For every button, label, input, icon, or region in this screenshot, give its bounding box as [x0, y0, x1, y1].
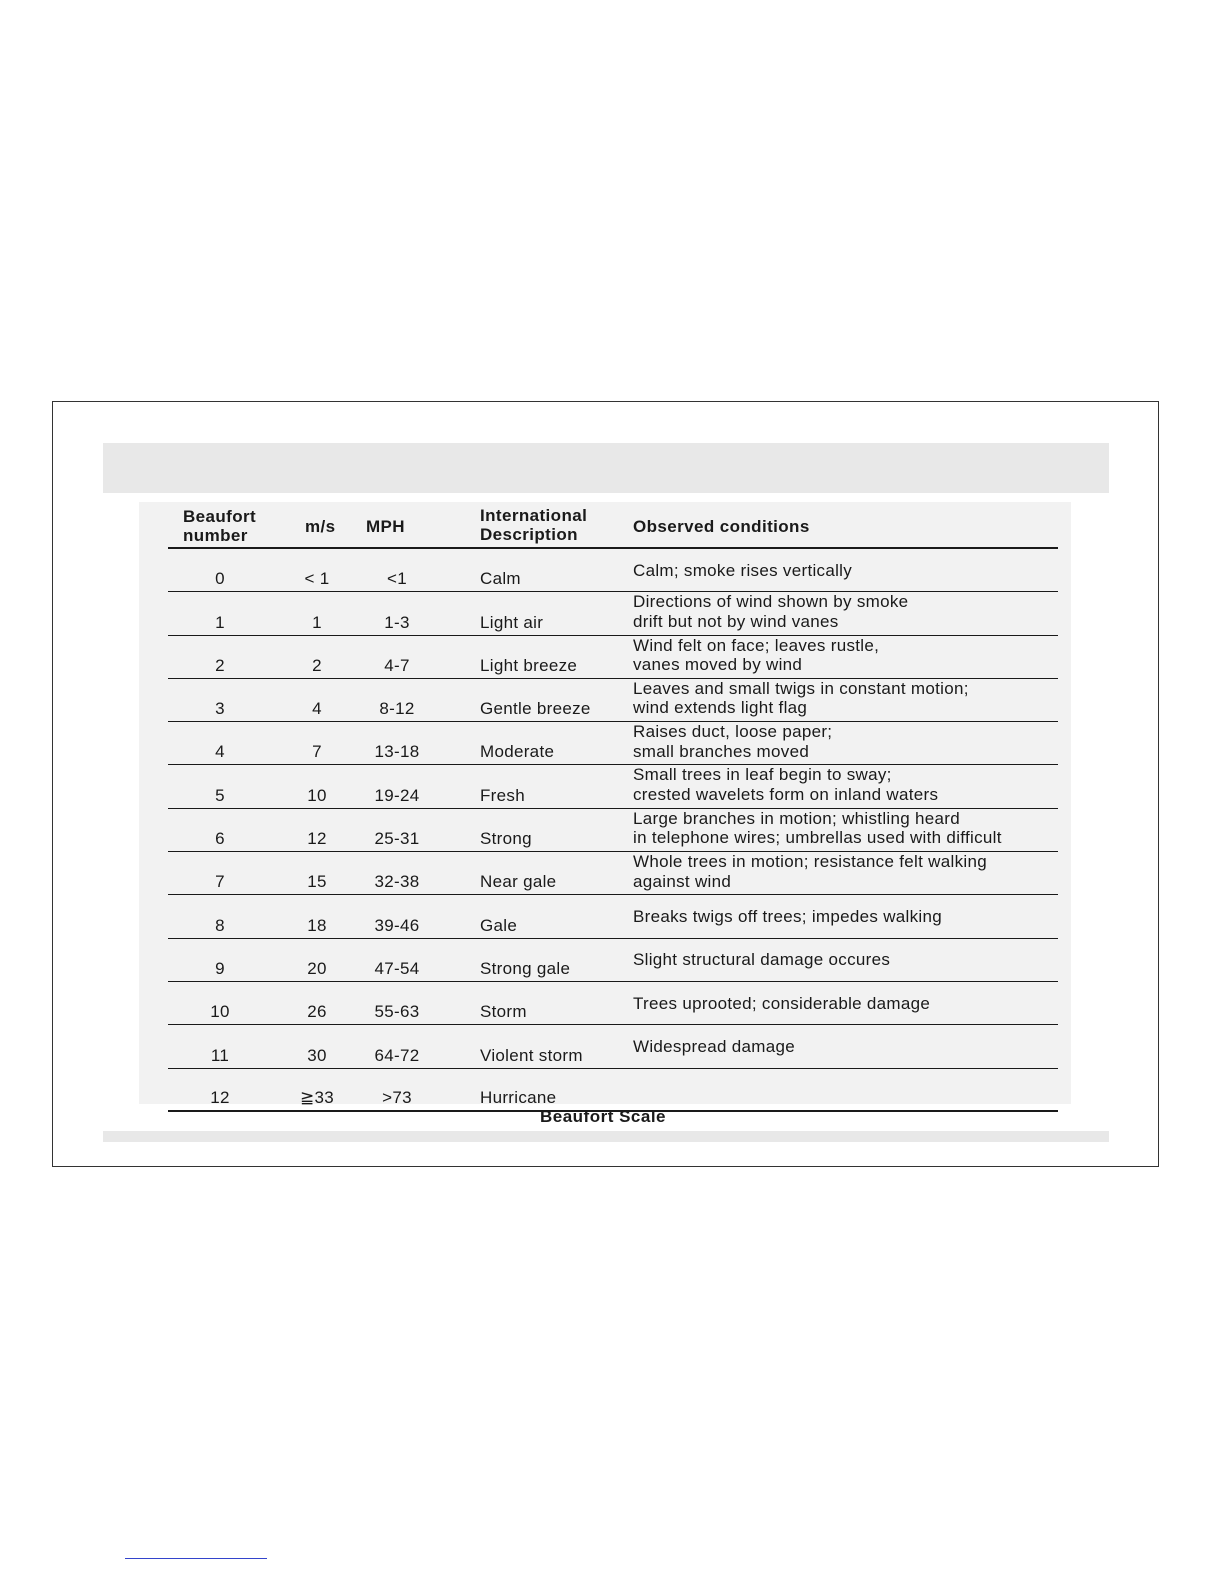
table-row: [168, 982, 1058, 1025]
cell-observed-conditions: [633, 722, 832, 765]
cell-mph: 47-54: [374, 958, 420, 978]
cell-beaufort-number: 7: [215, 872, 225, 892]
cell-mph: <1: [387, 569, 407, 589]
cell-beaufort-number: 0: [215, 569, 225, 589]
cell-mph: 55-63: [374, 1002, 420, 1022]
observed-line: Slight structural damage occures: [633, 950, 891, 970]
observed-line: crested wavelets form on inland waters: [633, 784, 939, 804]
observed-line: Directions of wind shown by smoke: [633, 592, 909, 612]
figure-top-band: [103, 443, 1109, 493]
cell-mph: 64-72: [374, 1045, 420, 1065]
table-row: [168, 809, 1058, 852]
table-header-row: [168, 502, 1058, 549]
header-beaufort-number-line2: number: [183, 526, 248, 545]
cell-observed-conditions: [633, 1025, 795, 1068]
cell-ms: 26: [307, 1002, 327, 1022]
cell-mph: 13-18: [374, 742, 420, 762]
cell-description: Gentle breeze: [480, 699, 591, 719]
cell-observed-conditions: [633, 809, 1002, 852]
observed-line: Large branches in motion; whistling heard: [633, 808, 960, 828]
table-row: [168, 852, 1058, 895]
cell-mph: 8-12: [379, 699, 415, 719]
cell-description: Storm: [480, 1002, 527, 1022]
cell-ms: 7: [312, 742, 322, 762]
cell-description: Strong gale: [480, 958, 571, 978]
observed-line: against wind: [633, 871, 732, 891]
observed-line: Widespread damage: [633, 1037, 795, 1057]
cell-observed-conditions: [633, 636, 879, 679]
cell-ms: 30: [307, 1045, 327, 1065]
table-row: [168, 939, 1058, 982]
cell-observed-conditions: [633, 679, 969, 722]
cell-beaufort-number: 6: [215, 829, 225, 849]
cell-mph: >73: [382, 1087, 412, 1107]
header-international-description: [480, 506, 587, 544]
table-row: [168, 895, 1058, 938]
table-row: [168, 1069, 1058, 1112]
figure-bottom-band: [103, 1131, 1109, 1142]
cell-mph: 4-7: [384, 655, 410, 675]
cell-beaufort-number: 3: [215, 699, 225, 719]
cell-mph: 32-38: [374, 872, 420, 892]
cell-beaufort-number: 10: [210, 1002, 230, 1022]
header-beaufort-number: [183, 507, 256, 545]
table-row: [168, 1025, 1058, 1068]
table-row: [168, 636, 1058, 679]
observed-line: small branches moved: [633, 741, 810, 761]
figure-caption: Beaufort Scale: [539, 1107, 667, 1126]
cell-ms: ≧33: [299, 1087, 335, 1107]
observed-line: Small trees in leaf begin to sway;: [633, 765, 892, 785]
cell-beaufort-number: 9: [215, 958, 225, 978]
cell-observed-conditions: [633, 895, 942, 938]
header-description-line2: Description: [480, 525, 578, 544]
cell-beaufort-number: 8: [215, 915, 225, 935]
observed-line: Breaks twigs off trees; impedes walking: [633, 907, 943, 927]
header-description-line1: International: [480, 506, 588, 525]
cell-observed-conditions: [633, 939, 890, 982]
observed-line: Calm; smoke rises vertically: [633, 560, 853, 580]
cell-observed-conditions: [633, 852, 987, 895]
cell-mph: 25-31: [374, 829, 420, 849]
observed-line: drift but not by wind vanes: [633, 611, 839, 631]
observed-line: Wind felt on face; leaves rustle,: [633, 635, 880, 655]
cell-beaufort-number: 5: [215, 785, 225, 805]
observed-line: Whole trees in motion; resistance felt walking: [633, 852, 987, 872]
header-mph: MPH: [366, 517, 405, 536]
table-row: [168, 549, 1058, 592]
cell-description: Moderate: [480, 742, 555, 762]
observed-line: Trees uprooted; considerable damage: [633, 993, 931, 1013]
observed-line: vanes moved by wind: [633, 655, 803, 675]
observed-line: wind extends light flag: [633, 698, 808, 718]
cell-observed-conditions: [633, 765, 938, 808]
cell-ms: 2: [312, 655, 322, 675]
table-row: [168, 592, 1058, 635]
cell-ms: 4: [312, 699, 322, 719]
cell-ms: 18: [307, 915, 327, 935]
cell-mph: 39-46: [374, 915, 420, 935]
cell-ms: 1: [312, 612, 322, 632]
cell-description: Violent storm: [480, 1045, 583, 1065]
table-row: [168, 679, 1058, 722]
cell-beaufort-number: 4: [215, 742, 225, 762]
header-observed-conditions: Observed conditions: [633, 517, 810, 536]
table-row: [168, 765, 1058, 808]
cell-mph: 1-3: [384, 612, 410, 632]
cell-description: Light breeze: [480, 655, 578, 675]
cell-observed-conditions: [633, 549, 852, 592]
cell-description: Light air: [480, 612, 544, 632]
cell-ms: 12: [307, 829, 327, 849]
cell-description: Calm: [480, 569, 521, 589]
cell-beaufort-number: 2: [215, 655, 225, 675]
cell-description: Gale: [480, 915, 518, 935]
cell-description: Fresh: [480, 785, 525, 805]
cell-ms: 10: [307, 785, 327, 805]
cell-description: Near gale: [480, 872, 557, 892]
cell-description: Hurricane: [480, 1087, 557, 1107]
cell-beaufort-number: 11: [210, 1045, 230, 1065]
cell-observed-conditions: [633, 592, 908, 635]
observed-line: Leaves and small twigs in constant motion;: [633, 678, 969, 698]
cell-ms: < 1: [304, 569, 330, 589]
observed-line: Raises duct, loose paper;: [633, 722, 833, 742]
cell-mph: 19-24: [374, 785, 420, 805]
header-beaufort-number-line1: Beaufort: [183, 507, 257, 526]
table-body: [168, 549, 1058, 1112]
cell-beaufort-number: 1: [215, 612, 225, 632]
header-ms: m/s: [305, 517, 336, 536]
cell-observed-conditions: [633, 982, 930, 1025]
observed-line: in telephone wires; umbrellas used with difficult: [633, 828, 1002, 848]
footnote-separator: [125, 1558, 267, 1559]
cell-ms: 15: [307, 872, 327, 892]
cell-beaufort-number: 12: [210, 1087, 230, 1107]
cell-ms: 20: [307, 958, 327, 978]
cell-description: Strong: [480, 829, 532, 849]
table-row: [168, 722, 1058, 765]
